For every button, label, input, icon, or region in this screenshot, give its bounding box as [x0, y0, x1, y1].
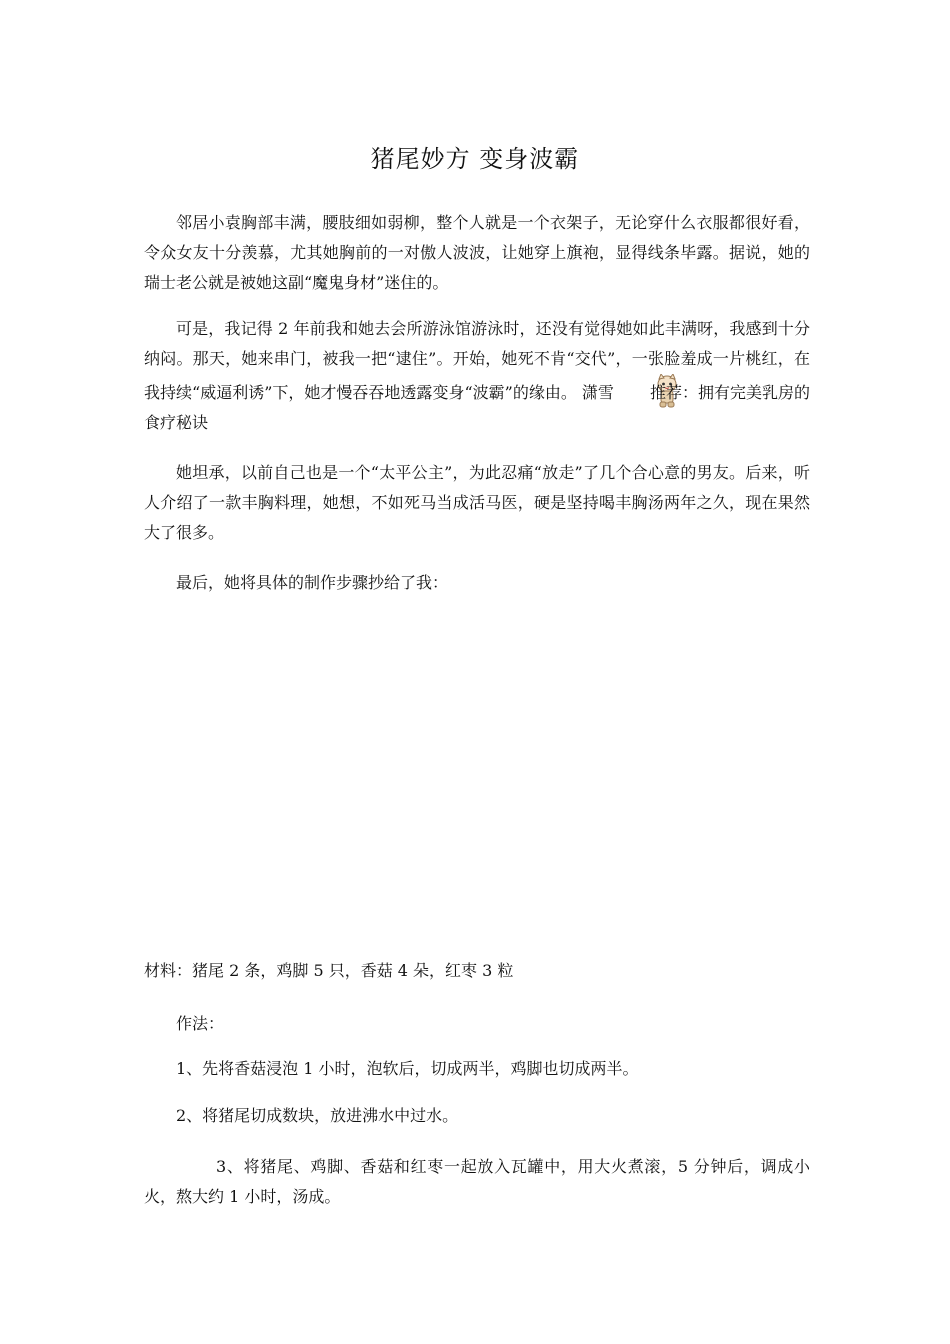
- paragraph-story-text: 可是，我记得 2 年前我和她去会所游泳馆游泳时，还没有觉得她如此丰满呀，我感到十分纳闷。那天，她来串门，被我一把“逮住”。开始，她死不肯“交代”，一张脸羞成一片桃红，在我持续“威逼利诱”下，她才慢吞吞地透露变身“波霸”的缘由。 潇雪: [144, 319, 810, 402]
- recommendation-text: 推荐：拥有完美乳房的食疗秘诀: [144, 383, 810, 432]
- paragraph-story: [144, 314, 810, 438]
- method-heading: 作法：: [176, 1014, 225, 1033]
- page-title: 猪尾妙方 变身波霸: [370, 145, 580, 173]
- paragraph-confession: 她坦承，以前自己也是一个“太平公主”，为此忍痛“放走”了几个合心意的男友。后来，听人介绍了一款丰胸料理，她想，不如死马当成活马医，硬是坚持喝丰胸汤两年之久，现在果然大了很多。: [144, 463, 810, 542]
- step-2: 2、将猪尾切成数块，放进沸水中过水。: [176, 1106, 459, 1125]
- step-1: 1、先将香菇浸泡 1 小时，泡软后，切成两半，鸡脚也切成两半。: [176, 1059, 639, 1078]
- paragraph-steps-intro: 最后，她将具体的制作步骤抄给了我：: [176, 573, 449, 592]
- paragraph-intro: 邻居小袁胸部丰满，腰肢细如弱柳，整个人就是一个衣架子，无论穿什么衣服都很好看，令众女友十分羡慕，尤其她胸前的一对傲人波波，让她穿上旗袍，显得线条毕露。据说，她的瑞士老公就是被她这副“魔鬼身材”迷住的。: [144, 213, 810, 292]
- step-3: 3、将猪尾、鸡脚、香菇和红枣一起放入瓦罐中，用大火煮滚，5 分钟后，调成小火，熬大约 1 小时，汤成。: [144, 1157, 810, 1206]
- ingredients-line: 材料：猪尾 2 条，鸡脚 5 只，香菇 4 朵，红枣 3 粒: [144, 961, 514, 980]
- cat-emoticon-icon: [622, 374, 648, 408]
